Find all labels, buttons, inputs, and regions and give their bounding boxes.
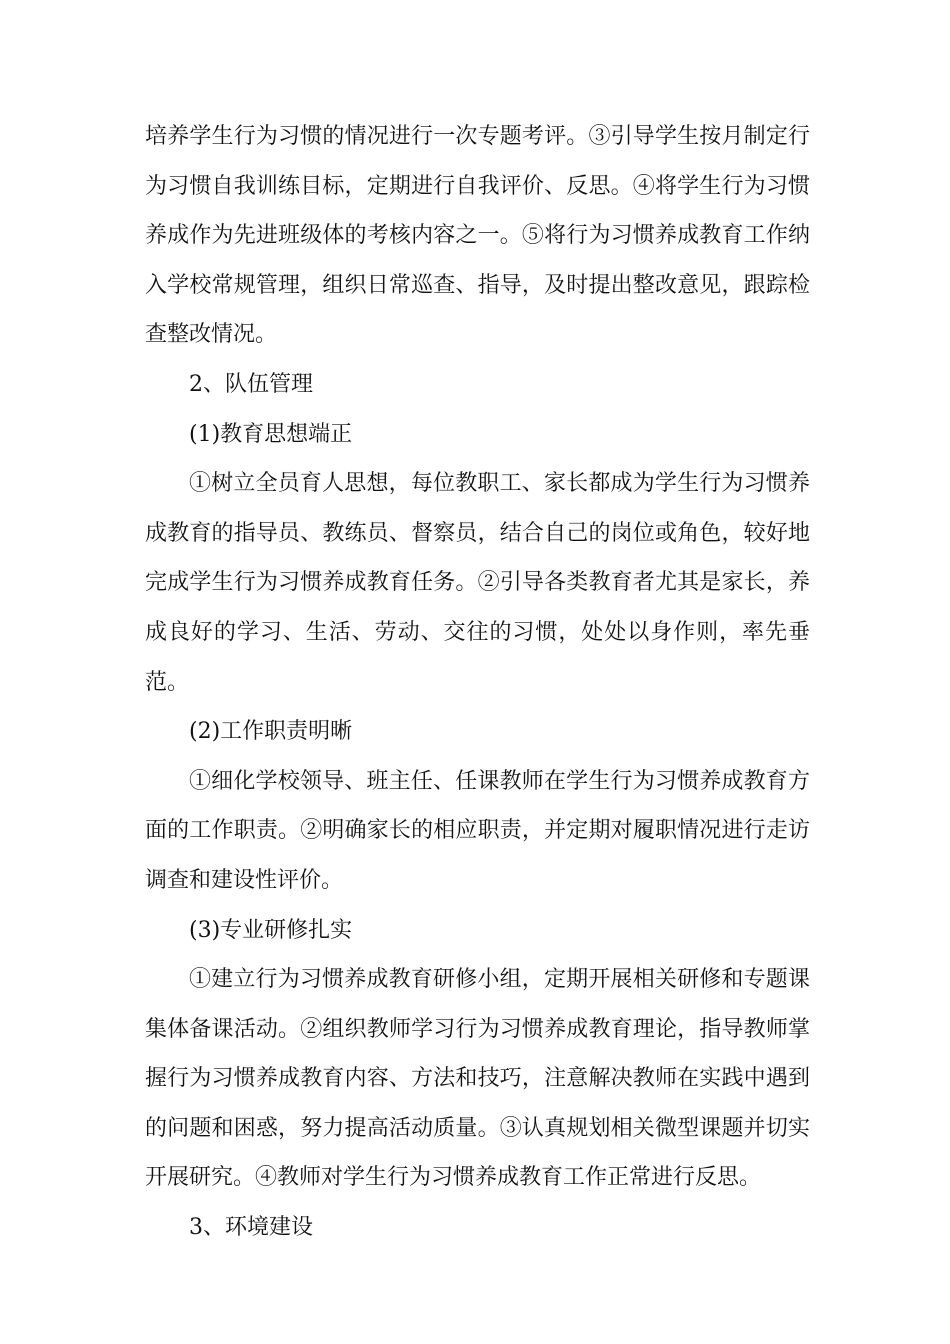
document-body — [145, 112, 810, 1253]
subheading-professional-study: (3)专业研修扎实 — [189, 917, 353, 943]
paragraph-job-duties: ①细化学校领导、班主任、任课教师在学生行为习惯养成教育方面的工作职责。②明确家长的相应职责，并定期对履职情况进行走访调查和建设性评价。 — [145, 768, 810, 893]
subheading-job-duties: (2)工作职责明晰 — [189, 719, 353, 745]
subheading-education-thought: (1)教育思想端正 — [189, 421, 353, 447]
section-heading-team-management: 2、队伍管理 — [189, 371, 313, 397]
section-heading-environment: 3、环境建设 — [189, 1215, 313, 1241]
paragraph-education-thought: ①树立全员育人思想，每位教职工、家长都成为学生行为习惯养成教育的指导员、教练员、督察员，结合自己的岗位或角色，较好地完成学生行为习惯养成教育任务。②引导各类教育者尤其是家长，养成良好的学习、生活、劳动、交往的习惯，处处以身作则，率先垂范。 — [145, 471, 810, 695]
paragraph-continued: 培养学生行为习惯的情况进行一次专题考评。③引导学生按月制定行为习惯自我训练目标，定期进行自我评价、反思。④将学生行为习惯养成作为先进班级体的考核内容之一。⑤将行为习惯养成教育工作纳入学校常规管理，组织日常巡查、指导，及时提出整改意见，跟踪检查整改情况。 — [145, 124, 810, 348]
paragraph-professional-study: ①建立行为习惯养成教育研修小组，定期开展相关研修和专题课集体备课活动。②组织教师学习行为习惯养成教育理论，指导教师掌握行为习惯养成教育内容、方法和技巧，注意解决教师在实践中遇到的问题和困惑，努力提高活动质量。③认真规划相关微型课题并切实开展研究。④教师对学生行为习惯养成教育工作正常进行反思。 — [145, 967, 810, 1191]
